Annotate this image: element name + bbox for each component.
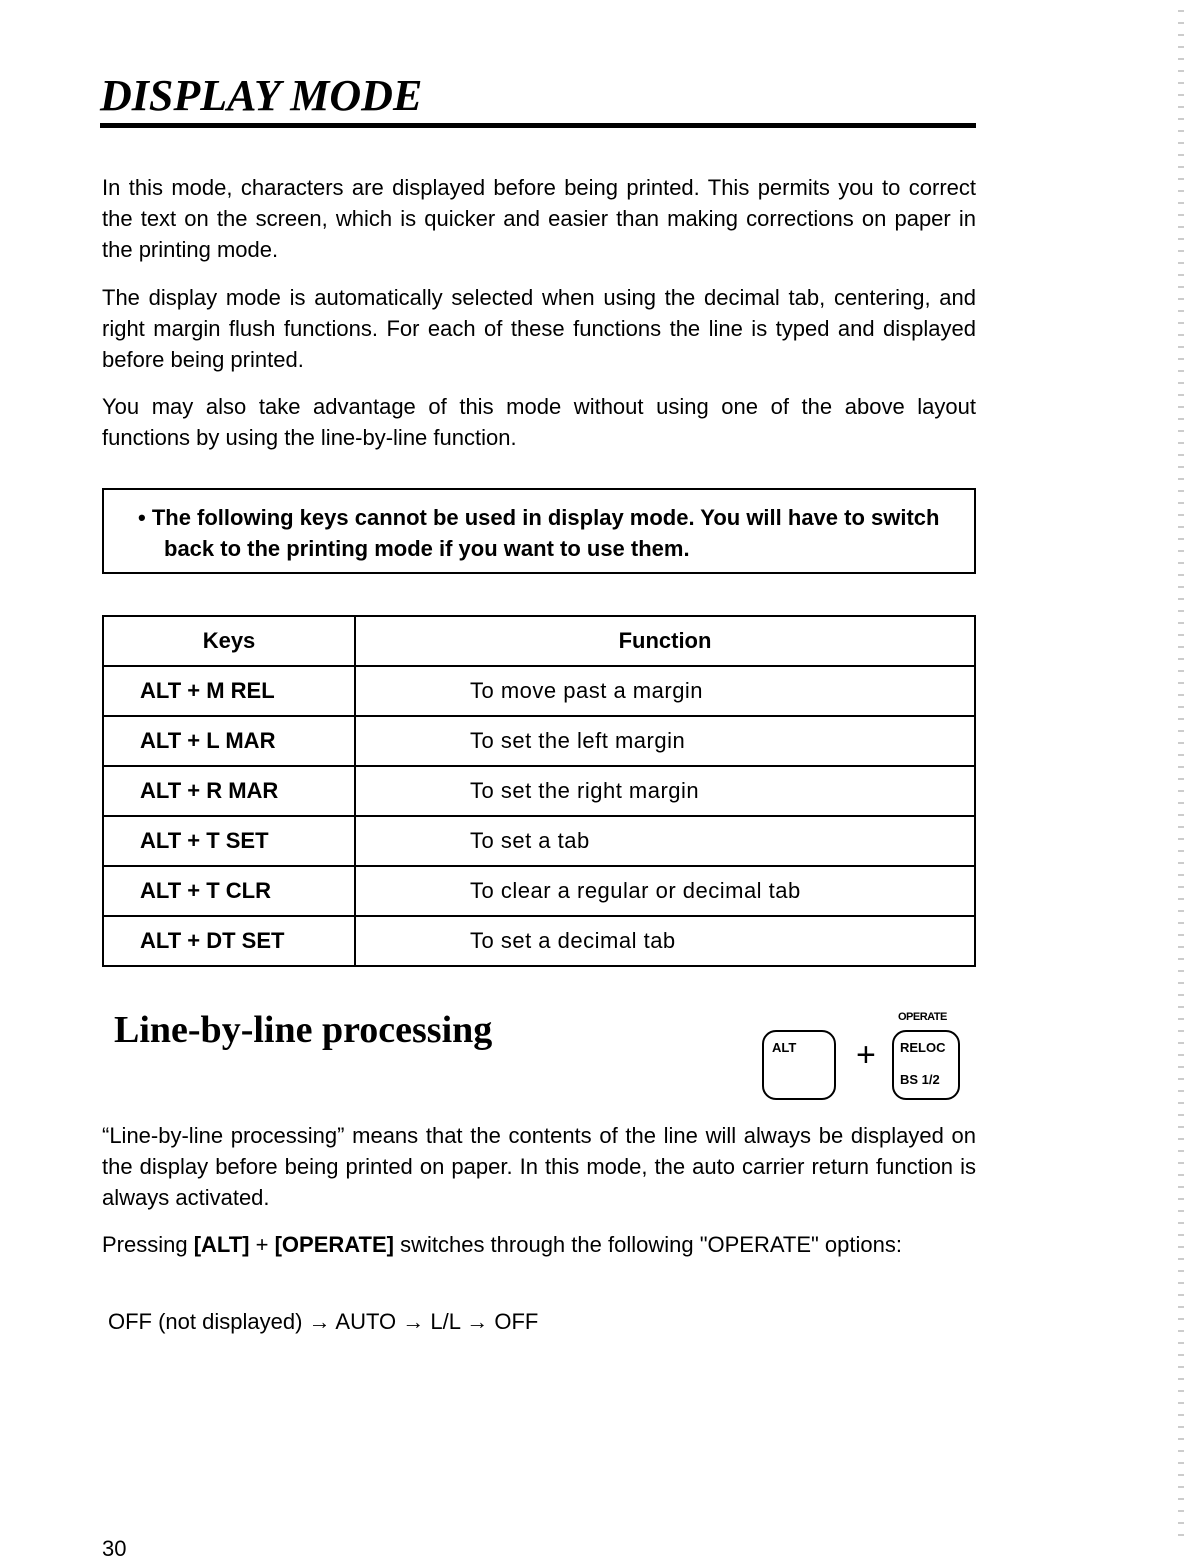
- function-cell: To set a tab: [355, 816, 975, 866]
- paragraph: You may also take advantage of this mode without using one of the above layout functions by using the line-by-line function.: [102, 394, 976, 450]
- key-cell: ALT + L MAR: [103, 716, 355, 766]
- table-row: [103, 766, 975, 816]
- key-cell: ALT + T SET: [103, 816, 355, 866]
- key-cell: ALT + M REL: [103, 666, 355, 716]
- function-cell: To set the left margin: [355, 716, 975, 766]
- text: switches through the following "OPERATE" options:: [393, 1232, 902, 1257]
- key-cell: ALT + T CLR: [103, 866, 355, 916]
- operate-label: OPERATE: [898, 1011, 947, 1023]
- table-row: [103, 816, 975, 866]
- page-edge: [1178, 0, 1184, 1542]
- reloc-label: RELOC: [900, 1040, 946, 1055]
- function-cell: To clear a regular or decimal tab: [355, 866, 975, 916]
- bs-label: BS 1/2: [900, 1072, 940, 1087]
- paragraph: [102, 1229, 976, 1260]
- table-row: [103, 916, 975, 966]
- paragraph: In this mode, characters are displayed before being printed. This permits you to correct the text on the screen, which is quicker and easier than making corrections on paper in the printing mode.: [102, 175, 976, 262]
- key-ref: [ALT]: [193, 1232, 250, 1257]
- table-row: [103, 716, 975, 766]
- header-function: Function: [355, 616, 975, 666]
- operate-key-icon: [892, 1030, 960, 1100]
- key-cell: ALT + R MAR: [103, 766, 355, 816]
- page-number: 30: [102, 1536, 127, 1561]
- table-row: [103, 866, 975, 916]
- key-cell: ALT + DT SET: [103, 916, 355, 966]
- text: Pressing: [102, 1232, 194, 1257]
- plus-sign: +: [856, 1036, 876, 1074]
- paragraph: The display mode is automatically selected when using the decimal tab, centering, and right margin flush functions. For each of these functions the line is typed and displayed before being printed.: [102, 285, 976, 372]
- note-text: • The following keys cannot be used in display mode. You will have to switch back to the printing mode if you want to use them.: [138, 505, 940, 561]
- text: +: [249, 1232, 275, 1257]
- header-keys: Keys: [103, 616, 355, 666]
- paragraph: “Line-by-line processing” means that the contents of the line will always be displayed on the display before being printed on paper. In this mode, the auto carrier return function is always activated.: [102, 1123, 976, 1210]
- table-header-row: [103, 616, 975, 666]
- alt-key-icon: [762, 1030, 836, 1100]
- function-cell: To set a decimal tab: [355, 916, 975, 966]
- title-rule: [100, 123, 976, 128]
- section-title: Line-by-line processing: [114, 1009, 493, 1051]
- page-title: DISPLAY MODE: [100, 71, 423, 120]
- function-cell: To move past a margin: [355, 666, 975, 716]
- operate-sequence: OFF (not displayed) → AUTO → L/L → OFF: [108, 1309, 539, 1334]
- key-ref: [OPERATE]: [274, 1232, 394, 1257]
- function-cell: To set the right margin: [355, 766, 975, 816]
- note-box: [102, 488, 976, 574]
- alt-key-label: ALT: [772, 1040, 797, 1055]
- table-row: [103, 666, 975, 716]
- keys-table: [102, 615, 976, 967]
